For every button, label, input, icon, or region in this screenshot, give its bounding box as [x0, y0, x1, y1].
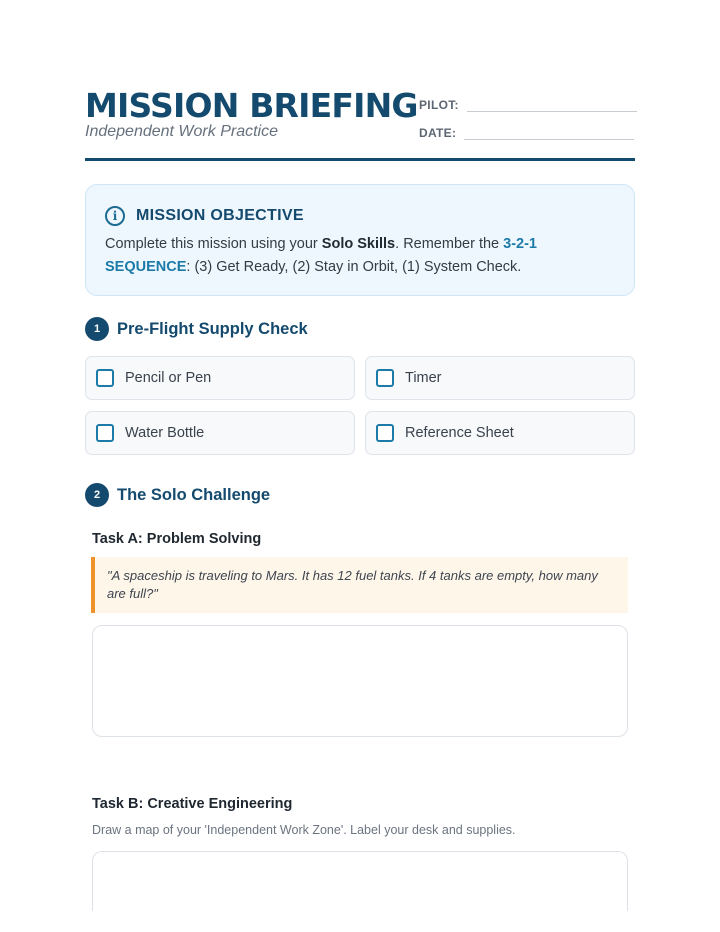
- checkbox[interactable]: [96, 424, 114, 442]
- checklist-label: Reference Sheet: [405, 425, 514, 441]
- page-subtitle: Independent Work Practice: [85, 123, 278, 140]
- checklist-label: Water Bottle: [125, 425, 205, 441]
- checklist-item-water-bottle[interactable]: [85, 411, 355, 455]
- date-field[interactable]: [419, 124, 634, 140]
- page-title: MISSION BRIEFING: [85, 86, 418, 125]
- info-circle-icon: i: [105, 206, 125, 226]
- objective-header: [105, 206, 304, 226]
- section-title: Pre-Flight Supply Check: [117, 319, 308, 338]
- checklist-item-pencil[interactable]: [85, 356, 355, 400]
- objective-text-part: : (3) Get Ready, (2) Stay in Orbit, (1) System Check.: [186, 259, 522, 275]
- section-number-badge: 2: [85, 483, 109, 507]
- objective-title: MISSION OBJECTIVE: [136, 207, 304, 224]
- header-divider: [85, 158, 635, 161]
- objective-text-part: Complete this mission using your: [105, 236, 322, 252]
- task-b-description: Draw a map of your 'Independent Work Zone'. Label your desk and supplies.: [92, 823, 516, 837]
- section-supply-check-header: [85, 317, 308, 341]
- checklist-label: Pencil or Pen: [125, 370, 212, 386]
- task-a-answer-box[interactable]: [92, 625, 628, 737]
- checklist-item-timer[interactable]: [365, 356, 635, 400]
- task-a-quote: "A spaceship is traveling to Mars. It has 12 fuel tanks. If 4 tanks are empty, how many are full?": [91, 557, 628, 613]
- section-number-badge: 1: [85, 317, 109, 341]
- objective-text: [105, 233, 620, 279]
- pilot-input-line[interactable]: [467, 96, 637, 112]
- solo-skills-emphasis: Solo Skills: [321, 236, 396, 252]
- objective-text-part: . Remember the: [395, 236, 504, 252]
- date-input-line[interactable]: [464, 124, 634, 140]
- section-solo-challenge-header: [85, 483, 270, 507]
- checklist-label: Timer: [405, 370, 442, 386]
- task-b-title: Task B: Creative Engineering: [92, 796, 293, 812]
- checkbox[interactable]: [96, 369, 114, 387]
- pilot-field[interactable]: [419, 96, 637, 112]
- task-a-title: Task A: Problem Solving: [92, 531, 262, 547]
- checklist-item-reference-sheet[interactable]: [365, 411, 635, 455]
- sequence-highlight: 3-2-1 SEQUENCE: [105, 236, 537, 275]
- mission-objective-box: [85, 184, 635, 296]
- checkbox[interactable]: [376, 424, 394, 442]
- header: [85, 86, 635, 162]
- task-b-drawing-box[interactable]: [92, 851, 628, 911]
- pilot-label: PILOT:: [419, 98, 459, 112]
- checkbox[interactable]: [376, 369, 394, 387]
- date-label: DATE:: [419, 126, 457, 140]
- section-title: The Solo Challenge: [117, 485, 271, 504]
